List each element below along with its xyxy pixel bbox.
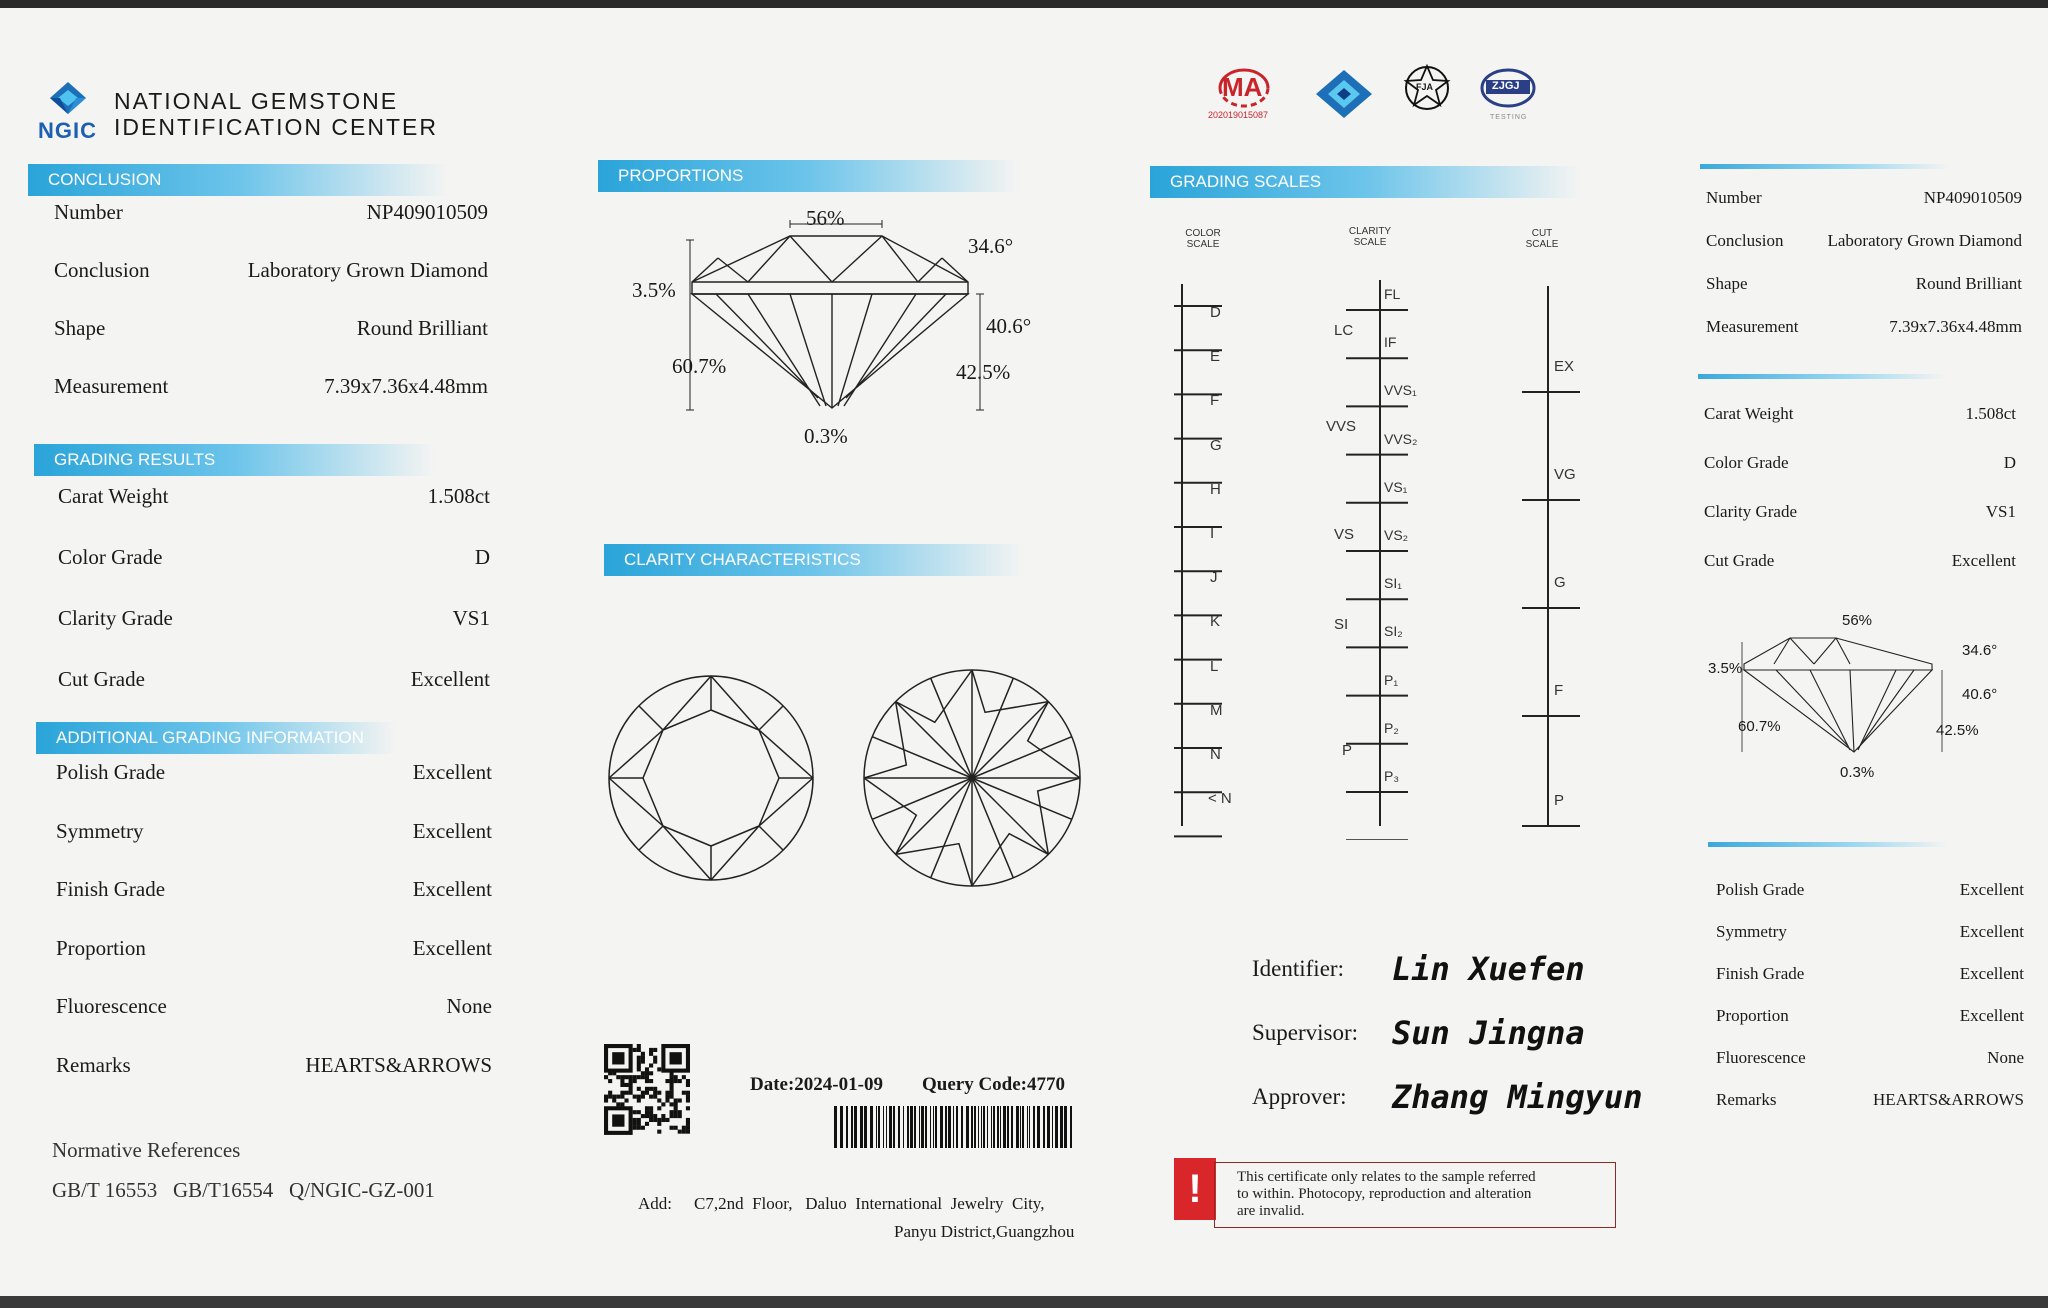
- org-name-line1: NATIONAL GEMSTONE: [114, 88, 399, 114]
- zjgj-text: ZJGJ: [1492, 80, 1520, 92]
- signer-signature: Zhang Mingyun: [1392, 1078, 1643, 1116]
- field-label: Number: [54, 200, 123, 224]
- warning-box: [1214, 1162, 1616, 1228]
- clarity-grade-label: SI₁: [1384, 575, 1402, 592]
- org-name-line2: IDENTIFICATION CENTER: [114, 114, 438, 140]
- field-value: NP409010509: [366, 200, 488, 224]
- field-label: Polish Grade: [1716, 880, 1805, 899]
- address-label: Add:: [638, 1194, 672, 1213]
- qr-code[interactable]: [604, 1044, 690, 1140]
- total-depth: 60.7%: [672, 354, 727, 378]
- clarity-scale-heading: CLARITY SCALE: [1348, 226, 1392, 248]
- crown-angle: 34.6°: [968, 234, 1014, 258]
- color-scale-heading: COLOR SCALE: [1185, 228, 1221, 250]
- clarity-grade-label: FL: [1384, 286, 1401, 302]
- field-label: Symmetry: [56, 818, 144, 843]
- field-label: Clarity Grade: [1704, 502, 1797, 521]
- clarity-grade-label: IF: [1384, 334, 1397, 351]
- clarity-grade-label: P₂: [1384, 719, 1399, 736]
- field-value: VS1: [1985, 502, 2016, 521]
- color-grade-label: E: [1210, 348, 1221, 366]
- field-value: 7.39x7.36x4.48mm: [324, 374, 488, 398]
- field-row: [56, 936, 492, 961]
- field-label: Measurement: [54, 374, 169, 398]
- field-row: [54, 316, 488, 341]
- field-value: HEARTS&ARROWS: [305, 1052, 492, 1077]
- field-row: [1706, 274, 2022, 294]
- clarity-characteristics-band: CLARITY CHARACTERISTICS: [604, 544, 1024, 576]
- field-value: D: [2003, 453, 2016, 472]
- field-label: Color Grade: [1704, 453, 1789, 472]
- clarity-group-label: VVS: [1326, 418, 1357, 435]
- field-value: Excellent: [412, 760, 492, 784]
- summary-culet: 0.3%: [1840, 764, 1875, 781]
- field-value: Excellent: [410, 667, 490, 691]
- clarity-grade-label: VVS₁: [1384, 382, 1417, 399]
- cut-grade-label: G: [1554, 574, 1566, 591]
- pavilion-view-plot: [862, 666, 1082, 890]
- field-value: Excellent: [1951, 551, 2016, 570]
- signer-signature: Sun Jingna: [1392, 1014, 1585, 1052]
- field-value: Laboratory Grown Diamond: [1827, 231, 2022, 250]
- ngic-mark-icon: [1314, 68, 1374, 120]
- zjgj-sub: TESTING: [1490, 114, 1528, 121]
- field-row: [56, 819, 492, 844]
- field-row: [1716, 1006, 2024, 1026]
- cut-grade-label: EX: [1554, 358, 1575, 375]
- summary-crown-height: 3.5%: [1708, 660, 1743, 677]
- color-grade-label: H: [1210, 480, 1221, 498]
- query-code: Query Code:4770: [922, 1074, 1066, 1095]
- field-label: Cut Grade: [1704, 551, 1775, 570]
- field-label: Finish Grade: [56, 877, 166, 901]
- field-value: 1.508ct: [427, 484, 490, 508]
- pavilion-depth: 42.5%: [956, 360, 1011, 384]
- color-grade-label: G: [1210, 436, 1222, 454]
- field-row: [1716, 964, 2024, 984]
- summary-total-depth: 60.7%: [1738, 718, 1781, 735]
- color-grade-label: K: [1210, 613, 1221, 631]
- field-row: [54, 200, 488, 225]
- field-value: Laboratory Grown Diamond: [247, 258, 488, 282]
- cma-seal: [1208, 66, 1280, 126]
- cma-number: 202019015087: [1208, 110, 1269, 120]
- field-value: 1.508ct: [1965, 404, 2016, 423]
- summary-divider-2: [1698, 374, 1946, 379]
- color-grade-label: I: [1210, 525, 1215, 542]
- barcode[interactable]: [834, 1106, 1078, 1148]
- field-row: [58, 484, 490, 509]
- signer-role: Supervisor:: [1252, 1020, 1359, 1045]
- color-grade-label: D: [1210, 304, 1221, 321]
- field-value: NP409010509: [1923, 188, 2022, 207]
- clarity-grade-label: VS₁: [1384, 478, 1408, 495]
- grading-scales-chart: [1160, 270, 1600, 840]
- field-label: Number: [1706, 188, 1762, 207]
- logo-text: NGIC: [38, 118, 97, 143]
- proportions-band: PROPORTIONS: [598, 160, 1018, 192]
- field-label: Shape: [1706, 274, 1748, 293]
- field-label: Finish Grade: [1716, 964, 1805, 983]
- field-value: Excellent: [412, 935, 492, 960]
- field-label: Proportion: [1716, 1006, 1789, 1025]
- field-row: [1716, 880, 2024, 900]
- color-grade-label: N: [1210, 746, 1221, 763]
- grading-results-band: GRADING RESULTS: [34, 444, 434, 476]
- signer-role: Identifier:: [1252, 956, 1344, 981]
- address-line1: C7,2nd Floor, Daluo International Jewelry City,: [694, 1194, 1045, 1213]
- field-value: Excellent: [1959, 964, 2024, 983]
- field-row: [56, 760, 492, 785]
- normative-title: Normative References: [52, 1138, 241, 1162]
- field-label: Carat Weight: [1704, 404, 1794, 423]
- color-grade-label: M: [1210, 701, 1223, 719]
- additional-info-band: ADDITIONAL GRADING INFORMATION: [36, 722, 396, 754]
- field-row: [1704, 404, 2016, 424]
- clarity-group-label: SI: [1334, 616, 1349, 633]
- summary-divider-3: [1708, 842, 1948, 847]
- field-value: Round Brilliant: [356, 316, 488, 340]
- field-row: [54, 374, 488, 399]
- field-value: None: [446, 994, 492, 1018]
- cut-grade-label: VG: [1554, 466, 1576, 483]
- field-label: Remarks: [1716, 1090, 1777, 1109]
- warning-mark: [1174, 1158, 1216, 1220]
- field-row: [1704, 502, 2016, 522]
- crown-height: 3.5%: [632, 278, 676, 302]
- field-value: Excellent: [412, 818, 492, 843]
- address-line2: Panyu District,Guangzhou: [894, 1222, 1075, 1241]
- field-row: [1706, 188, 2022, 208]
- clarity-grade-label: P₁: [1384, 671, 1399, 688]
- clarity-grade-label: P₃: [1384, 768, 1400, 784]
- field-label: Conclusion: [54, 258, 150, 282]
- field-row: [1716, 922, 2024, 942]
- normative-refs: GB/T 16553 GB/T16554 Q/NGIC-GZ-001: [52, 1178, 435, 1202]
- field-value: Excellent: [1959, 922, 2024, 941]
- field-label: Polish Grade: [56, 760, 166, 784]
- field-value: D: [474, 545, 490, 569]
- bottom-edge: [0, 1296, 2048, 1308]
- signer-role: Approver:: [1252, 1084, 1347, 1109]
- field-row: [58, 606, 490, 631]
- fja-text: FJA: [1416, 82, 1434, 92]
- warning-text: This certificate only relates to the sample referred to within. Photocopy, reproduction and alteration are invalid.: [1237, 1169, 1536, 1219]
- field-row: [54, 258, 488, 283]
- field-value: HEARTS&ARROWS: [1872, 1090, 2024, 1109]
- summary-pavilion-angle: 40.6°: [1962, 686, 1998, 703]
- summary-table-percent: 56%: [1842, 612, 1873, 629]
- color-grade-label: < N: [1208, 790, 1232, 808]
- field-label: Remarks: [56, 1052, 131, 1077]
- field-label: Fluorescence: [56, 994, 167, 1018]
- field-value: VS1: [452, 606, 490, 630]
- zjgj-seal: [1480, 66, 1540, 126]
- field-label: Shape: [54, 316, 106, 340]
- field-row: [1706, 231, 2022, 251]
- pavilion-angle: 40.6°: [986, 314, 1032, 338]
- field-row: [1716, 1090, 2024, 1110]
- field-label: Symmetry: [1716, 922, 1787, 941]
- color-grade-label: J: [1210, 569, 1218, 587]
- cut-scale-heading: CUT SCALE: [1525, 228, 1559, 250]
- signer-signature: Lin Xuefen: [1392, 950, 1585, 988]
- table-percent: 56%: [806, 206, 845, 230]
- conclusion-band: CONCLUSION: [28, 164, 448, 196]
- summary-pavilion-depth: 42.5%: [1936, 722, 1979, 739]
- fja-seal: [1402, 62, 1452, 116]
- field-row: [56, 877, 492, 902]
- summary-crown-angle: 34.6°: [1962, 642, 1998, 659]
- cut-grade-label: P: [1554, 792, 1565, 809]
- field-label: Color Grade: [58, 545, 163, 569]
- field-row: [1704, 453, 2016, 473]
- field-label: Fluorescence: [1716, 1048, 1806, 1067]
- field-row: [1716, 1048, 2024, 1068]
- field-value: None: [1987, 1048, 2024, 1067]
- top-edge: [0, 0, 2048, 8]
- culet-size: 0.3%: [804, 424, 848, 448]
- color-grade-label: F: [1210, 392, 1220, 410]
- field-row: [1704, 551, 2016, 571]
- color-grade-label: L: [1210, 657, 1219, 675]
- field-label: Measurement: [1706, 317, 1799, 336]
- field-row: [1706, 317, 2022, 337]
- clarity-grade-label: VVS₂: [1384, 430, 1418, 447]
- clarity-group-label: P: [1342, 742, 1353, 759]
- field-value: Excellent: [1959, 1006, 2024, 1025]
- field-value: Excellent: [412, 877, 492, 901]
- summary-proportions-diagram: [1700, 620, 1960, 760]
- field-row: [56, 1053, 492, 1078]
- summary-divider-1: [1700, 164, 1950, 169]
- field-row: [56, 994, 492, 1019]
- field-label: Cut Grade: [58, 667, 145, 691]
- field-value: Excellent: [1959, 880, 2024, 899]
- cma-text: MA: [1222, 72, 1263, 102]
- field-row: [58, 545, 490, 570]
- crown-view-plot: [606, 666, 816, 890]
- field-label: Clarity Grade: [58, 606, 173, 630]
- clarity-grade-label: SI₂: [1384, 623, 1403, 640]
- field-value: 7.39x7.36x4.48mm: [1889, 317, 2022, 336]
- warning-icon: !: [1188, 1167, 1202, 1211]
- field-label: Proportion: [56, 935, 146, 960]
- clarity-group-label: VS: [1334, 526, 1355, 543]
- clarity-group-label: LC: [1334, 322, 1354, 339]
- field-label: Carat Weight: [58, 484, 169, 508]
- clarity-grade-label: VS₂: [1384, 527, 1409, 543]
- field-value: Round Brilliant: [1915, 274, 2022, 293]
- cut-grade-label: F: [1554, 682, 1564, 699]
- field-row: [58, 667, 490, 692]
- grading-scales-band: GRADING SCALES: [1150, 166, 1580, 198]
- issue-date: Date:2024-01-09: [750, 1074, 883, 1095]
- field-label: Conclusion: [1706, 231, 1784, 250]
